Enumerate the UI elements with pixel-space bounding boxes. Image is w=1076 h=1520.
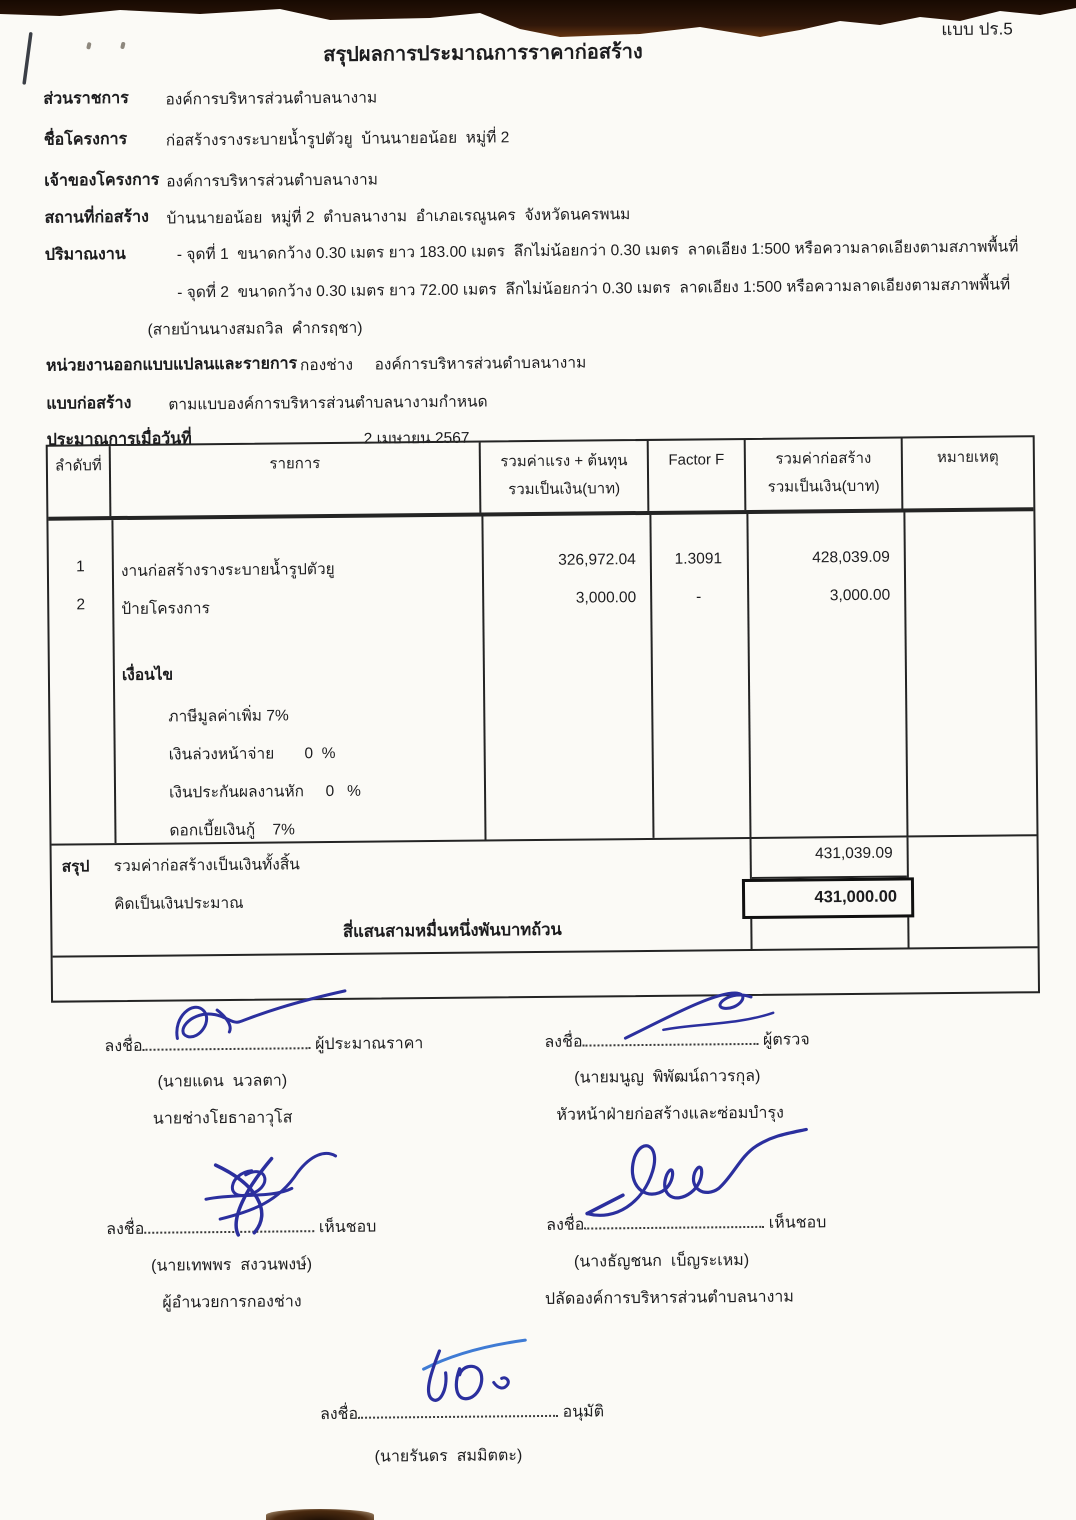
form-code: แบบ ปร.5 <box>941 19 1013 40</box>
signer-name: (นายรันดร สมมิตตะ) <box>374 1447 523 1466</box>
signer-position: หัวหน้าฝ่ายก่อสร้างและซ่อมบำรุง <box>556 1104 784 1124</box>
signer-name: (นางธัญชนก เบ็ญระเหม) <box>573 1252 750 1271</box>
signer-position: ปลัดองค์การบริหารส่วนตำบลนางาม <box>544 1288 794 1308</box>
field-value-agency: องค์การบริหารส่วนตำบลนางาม <box>165 89 378 109</box>
row2-item: ป้ายโครงการ <box>121 599 211 618</box>
signer-name: (นายมนูญ พิพัฒน์ถาวรกุล) <box>574 1067 761 1087</box>
signature-approval-final <box>395 1338 531 1417</box>
amount-in-words: สี่แสนสามหมื่นหนึ่งพันบาทถ้วน <box>342 920 562 941</box>
summary-estimate-value-box <box>742 877 914 919</box>
row1-no: 1 <box>75 557 85 575</box>
row2-total: 3,000.00 <box>829 586 891 604</box>
header-note: หมายเหตุ <box>936 448 999 467</box>
field-value-location: บ้านนายอน้อย หมู่ที่ 2 ตำบลนางาม อำเภอเรณูนคร จังหวัดนครพนม <box>166 206 631 228</box>
row2-labor: 3,000.00 <box>575 588 637 607</box>
header-item: รายการ <box>111 443 482 516</box>
summary-estimate-label: คิดเป็นเงินประมาณ <box>114 894 244 913</box>
table-body <box>48 511 1036 845</box>
signer-name: (นายเทพพร สงวนพงษ์) <box>151 1256 313 1275</box>
field-value-estimate-date: 2 เมษายน 2567 <box>363 429 470 448</box>
row1-labor: 326,972.04 <box>558 550 636 569</box>
signer-name: (นายแดน นวลตา) <box>157 1072 288 1091</box>
signer-position: นายช่างโยธาอาวุโส <box>152 1109 293 1128</box>
condition-interest: ดอกเบี้ยเงินกู้ 7% <box>169 820 295 840</box>
signature-estimator <box>159 987 350 1049</box>
signer-position: ผู้อำนวยการกองช่าง <box>162 1293 302 1312</box>
header-factor-f: Factor F <box>649 440 747 510</box>
condition-vat: ภาษีมูลค่าเพิ่ม 7% <box>168 706 289 726</box>
field-label-estimate-date: ประมาณการเมื่อวันที่ <box>46 430 192 449</box>
table-header-row <box>48 437 1034 520</box>
row1-total: 428,039.09 <box>812 548 890 566</box>
field-value-design-unit: กองช่าง องค์การบริหารส่วนตำบลนางาม <box>299 354 587 375</box>
sign-line-approver-1: ลงชื่อ เห็นชอบ <box>106 1218 377 1239</box>
signature-approver-1 <box>175 1142 341 1242</box>
field-label-quantity: ปริมาณงาน <box>44 245 126 264</box>
field-value-project-name: ก่อสร้างรางระบายน้ำรูปตัวยู บ้านนายอน้อย หมู่ที่ 2 <box>165 129 510 150</box>
summary-label: สรุป <box>61 857 90 876</box>
field-label-project-owner: เจ้าของโครงการ <box>44 171 160 190</box>
table-summary <box>52 836 1038 957</box>
row1-item: งานก่อสร้างรางระบายน้ำรูปตัวยู <box>120 560 335 580</box>
conditions-title: เงื่อนไข <box>121 666 174 684</box>
pen-mark <box>19 31 38 89</box>
sign-line-approver-2: ลงชื่อ เห็นชอบ <box>546 1214 827 1234</box>
signature-approver-2 <box>580 1125 811 1235</box>
field-label-project-name: ชื่อโครงการ <box>43 130 128 149</box>
field-value-construction-plan: ตามแบบองค์การบริหารส่วนตำบลนางามกำหนด <box>168 393 488 414</box>
header-no: ลำดับที่ <box>48 446 112 516</box>
document-title: สรุปผลการประมาณการราคาก่อสร้าง <box>323 40 643 67</box>
header-labor-cost: รวมค่าแรง + ต้นทุน รวมเป็นเงิน(บาท) <box>481 441 650 512</box>
signature-inspector <box>619 983 780 1043</box>
quantity-line-1: - จุดที่ 1 ขนาดกว้าง 0.30 เมตร ยาว 183.00 เมตร ลึกไม่น้อยกว่า 0.30 เมตร ลาดเอียง 1:500 หรือความลาดเอียงตามสภาพพื้นที่ <box>176 238 1019 264</box>
column-divider <box>111 520 116 843</box>
field-label-location: สถานที่ก่อสร้าง <box>44 208 149 227</box>
sign-line-inspector: ลงชื่อ ผู้ตรวจ <box>544 1031 810 1051</box>
condition-retention: เงินประกันผลงานหัก 0 % <box>168 782 361 802</box>
header-total-cost: รวมค่าก่อสร้าง รวมเป็นเงิน(บาท) <box>746 438 904 509</box>
quantity-line-2: - จุดที่ 2 ขนาดกว้าง 0.30 เมตร ยาว 72.00 เมตร ลึกไม่น้อยกว่า 0.30 เมตร ลาดเอียง 1:500 หรือความลาดเอียงตามสภาพพื้นที่ <box>177 276 1011 302</box>
row2-factor: - <box>696 587 702 605</box>
field-label-design-unit: หน่วยงานออกแบบแปลนและรายการ <box>45 355 298 375</box>
row2-no: 2 <box>76 595 86 613</box>
sign-line-approval-final: ลงชื่อ อนุมัติ <box>319 1403 605 1424</box>
summary-total-value: 431,039.09 <box>815 844 893 862</box>
quantity-line-3: (สายบ้านนางสมถวิล คำกรฤชา) <box>147 319 363 339</box>
sign-line-estimator: ลงชื่อ ผู้ประมาณราคา <box>104 1035 424 1056</box>
cost-summary-table <box>46 435 1040 1002</box>
field-value-project-owner: องค์การบริหารส่วนตำบลนางาม <box>166 171 378 191</box>
field-label-agency: ส่วนราชการ <box>43 89 129 108</box>
summary-estimate-value: 431,000.00 <box>814 887 898 907</box>
field-label-construction-plan: แบบก่อสร้าง <box>46 394 132 413</box>
scan-edge-bottom <box>266 1509 374 1520</box>
column-divider <box>903 512 908 835</box>
condition-advance: เงินล่วงหน้าจ่าย 0 % <box>168 744 336 764</box>
summary-total-label: รวมค่าก่อสร้างเป็นเงินทั้งสิ้น <box>113 855 300 875</box>
row1-factor: 1.3091 <box>674 549 723 568</box>
